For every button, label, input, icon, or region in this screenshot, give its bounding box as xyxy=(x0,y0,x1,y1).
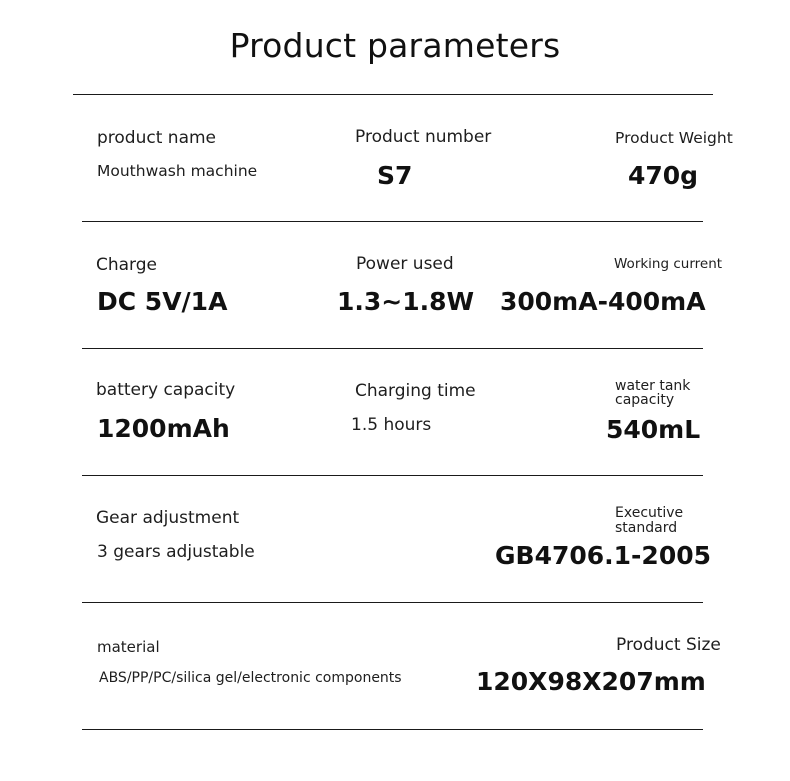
water-tank-label-line1: water tank xyxy=(615,378,691,394)
working-current-label: Working current xyxy=(614,256,723,272)
power-used-label: Power used xyxy=(356,254,454,274)
product-number-label: Product number xyxy=(355,127,492,147)
executive-standard-label-line1: Executive xyxy=(615,505,684,521)
row-divider-5 xyxy=(82,729,703,730)
gear-adjustment-value: 3 gears adjustable xyxy=(97,542,255,562)
battery-capacity-label: battery capacity xyxy=(96,380,236,400)
power-used-value: 1.3~1.8W xyxy=(337,287,475,316)
row-divider-4 xyxy=(82,602,703,603)
product-weight-label: Product Weight xyxy=(615,129,733,147)
title-divider xyxy=(73,94,713,95)
battery-capacity-value: 1200mAh xyxy=(97,414,230,443)
material-label: material xyxy=(97,638,160,656)
page-title: Product parameters xyxy=(229,26,561,65)
gear-adjustment-label: Gear adjustment xyxy=(96,508,240,528)
water-tank-value: 540mL xyxy=(606,415,701,444)
product-name-value: Mouthwash machine xyxy=(97,162,258,180)
charging-time-label: Charging time xyxy=(355,381,476,401)
row-divider-3 xyxy=(82,475,703,476)
product-weight-value: 470g xyxy=(628,161,699,190)
charge-label: Charge xyxy=(96,255,158,275)
executive-standard-label-line2: standard xyxy=(615,520,678,536)
executive-standard-value: GB4706.1-2005 xyxy=(495,541,712,570)
product-name-label: product name xyxy=(97,128,216,148)
product-size-value: 120X98X207mm xyxy=(476,667,706,696)
water-tank-label-line2: capacity xyxy=(615,392,675,408)
material-value: ABS/PP/PC/silica gel/electronic components xyxy=(99,670,402,686)
product-size-label: Product Size xyxy=(616,635,721,655)
charging-time-value: 1.5 hours xyxy=(351,415,432,435)
product-number-value: S7 xyxy=(377,161,413,190)
row-divider-2 xyxy=(82,348,703,349)
row-divider-1 xyxy=(82,221,703,222)
charge-value: DC 5V/1A xyxy=(97,287,228,316)
working-current-value: 300mA-400mA xyxy=(500,287,706,316)
